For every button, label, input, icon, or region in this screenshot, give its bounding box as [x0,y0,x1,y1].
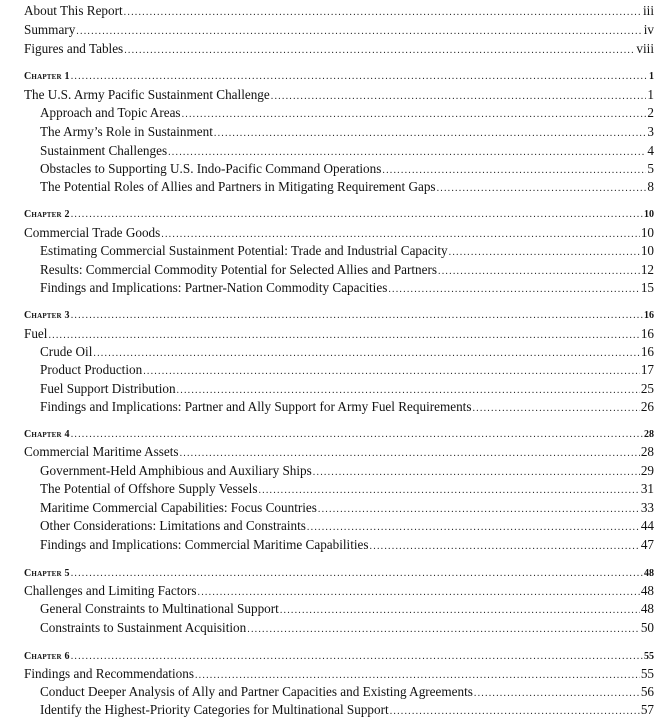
section-page: 31 [640,481,654,496]
chapter-label: Chapter 3 [24,310,70,321]
dot-leader [71,69,648,85]
chapter-3-heading[interactable] [0,308,655,324]
chapter-1-title[interactable] [0,87,655,103]
section-label: The Potential Roles of Allies and Partners in Mitigating Requirement Gaps [40,179,436,194]
toc-section[interactable] [0,620,655,636]
chapter-page: 55 [644,651,654,662]
dot-leader [438,264,640,280]
section-page: 48 [640,601,654,616]
dot-leader [71,427,643,443]
section-label: The Potential of Offshore Supply Vessels [40,481,258,496]
chapter-title: Commercial Maritime Assets [24,444,179,459]
section-page: 26 [640,399,654,414]
toc-section[interactable] [0,105,655,121]
chapter-4-title[interactable] [0,444,655,460]
section-page: 15 [640,280,654,295]
section-label: Identify the Highest-Priority Categories for Multinational Support [40,702,389,717]
toc-section[interactable] [0,143,655,159]
section-page: 3 [647,124,654,139]
dot-leader [124,43,635,59]
chapter-4-heading[interactable] [0,427,655,443]
toc-section[interactable] [0,262,655,278]
section-label: Government-Held Amphibious and Auxiliary Ships [40,463,312,478]
section-label: Approach and Topic Areas [40,105,181,120]
dot-leader [71,566,643,582]
section-page: 17 [640,362,654,377]
dot-leader [182,107,647,123]
toc-entry-page: iv [643,22,654,37]
chapter-title-page: 55 [640,666,654,681]
dot-leader [143,364,640,380]
toc-entry-label: Figures and Tables [24,41,124,56]
chapter-title: Challenges and Limiting Factors [24,583,197,598]
section-label: General Constraints to Multinational Support [40,601,279,616]
dot-leader [161,227,640,243]
toc-entry-label: About This Report [24,3,123,18]
dot-leader [71,207,643,223]
toc-entry-summary[interactable] [0,22,655,38]
chapter-title-page: 16 [640,326,654,341]
section-page: 47 [640,537,654,552]
chapter-label: Chapter 4 [24,429,70,440]
toc-section[interactable] [0,684,655,700]
chapter-title: The U.S. Army Pacific Sustainment Challenge [24,87,270,102]
section-page: 16 [640,344,654,359]
dot-leader [390,704,640,720]
section-label: Crude Oil [40,344,93,359]
toc-section[interactable] [0,500,655,516]
toc-section[interactable] [0,601,655,617]
dot-leader [247,622,640,638]
toc-section[interactable] [0,702,655,718]
section-label: Findings and Implications: Partner-Nation Commodity Capacities [40,280,388,295]
chapter-page: 1 [649,71,654,82]
chapter-page: 48 [644,568,654,579]
chapter-page: 10 [644,209,654,220]
dot-leader [318,502,640,518]
toc-entry-about[interactable] [0,3,655,19]
toc-section[interactable] [0,537,655,553]
section-label: Estimating Commercial Sustainment Potential: Trade and Industrial Capacity [40,243,448,258]
toc-section[interactable] [0,179,655,195]
toc-section[interactable] [0,280,655,296]
dot-leader [437,181,647,197]
chapter-title: Findings and Recommendations [24,666,194,681]
section-page: 8 [647,179,654,194]
chapter-page: 16 [644,310,654,321]
section-label: Constraints to Sustainment Acquisition [40,620,247,635]
chapter-title-page: 1 [647,87,654,102]
section-label: Maritime Commercial Capabilities: Focus Countries [40,500,317,515]
dot-leader [370,539,640,555]
toc-entry-figures[interactable] [0,41,655,57]
section-label: The Army’s Role in Sustainment [40,124,213,139]
dot-leader [280,603,640,619]
chapter-2-title[interactable] [0,225,655,241]
chapter-6-title[interactable] [0,666,655,682]
chapter-page: 28 [644,429,654,440]
chapter-5-title[interactable] [0,583,655,599]
toc-section[interactable] [0,481,655,497]
chapter-title: Commercial Trade Goods [24,225,161,240]
toc-section[interactable] [0,161,655,177]
toc-section[interactable] [0,399,655,415]
chapter-label: Chapter 5 [24,568,70,579]
dot-leader [177,383,640,399]
dot-leader [214,126,647,142]
dot-leader [307,520,640,536]
chapter-title-page: 10 [640,225,654,240]
toc-section[interactable] [0,518,655,534]
dot-leader [168,145,646,161]
toc-section[interactable] [0,124,655,140]
section-label: Findings and Implications: Commercial Maritime Capabilities [40,537,369,552]
toc-section[interactable] [0,362,655,378]
chapter-title: Fuel [24,326,48,341]
dot-leader [198,585,640,601]
chapter-title-page: 48 [640,583,654,598]
chapter-title-page: 28 [640,444,654,459]
section-page: 5 [647,161,654,176]
section-label: Conduct Deeper Analysis of Ally and Partner Capacities and Existing Agreements [40,684,473,699]
chapter-3-title[interactable] [0,326,655,342]
dot-leader [180,446,640,462]
chapter-5-heading[interactable] [0,566,655,582]
dot-leader [48,328,639,344]
section-page: 29 [640,463,654,478]
section-label: Findings and Implications: Partner and Ally Support for Army Fuel Requirements [40,399,472,414]
dot-leader [313,465,640,481]
section-label: Fuel Support Distribution [40,381,176,396]
section-page: 25 [640,381,654,396]
dot-leader [388,282,639,298]
toc-entry-label: Summary [24,22,76,37]
section-page: 50 [640,620,654,635]
dot-leader [71,308,643,324]
dot-leader [472,401,639,417]
section-label: Other Considerations: Limitations and Constraints [40,518,306,533]
dot-leader [71,649,643,665]
dot-leader [271,89,647,105]
toc-entry-page: iii [643,3,654,18]
dot-leader [474,686,640,702]
chapter-label: Chapter 2 [24,209,70,220]
chapter-label: Chapter 6 [24,651,70,662]
chapter-1-heading[interactable] [0,69,655,85]
dot-leader [449,245,640,261]
dot-leader [93,346,639,362]
toc-entry-page: viii [636,41,654,56]
section-page: 10 [640,243,654,258]
section-page: 56 [640,684,654,699]
section-page: 57 [640,702,654,717]
toc-section[interactable] [0,463,655,479]
section-label: Obstacles to Supporting U.S. Indo-Pacific Command Operations [40,161,382,176]
chapter-2-heading[interactable] [0,207,655,223]
dot-leader [76,24,642,40]
chapter-6-heading[interactable] [0,649,655,665]
section-page: 12 [640,262,654,277]
section-page: 4 [647,143,654,158]
dot-leader [195,668,640,684]
chapter-label: Chapter 1 [24,71,70,82]
section-label: Results: Commercial Commodity Potential for Selected Allies and Partners [40,262,438,277]
section-page: 33 [640,500,654,515]
section-label: Sustainment Challenges [40,143,168,158]
section-label: Product Production [40,362,143,377]
section-page: 44 [640,518,654,533]
toc-section[interactable] [0,344,655,360]
toc-section[interactable] [0,381,655,397]
toc-section[interactable] [0,243,655,259]
section-page: 2 [647,105,654,120]
dot-leader [258,483,639,499]
dot-leader [382,163,646,179]
dot-leader [124,5,642,21]
